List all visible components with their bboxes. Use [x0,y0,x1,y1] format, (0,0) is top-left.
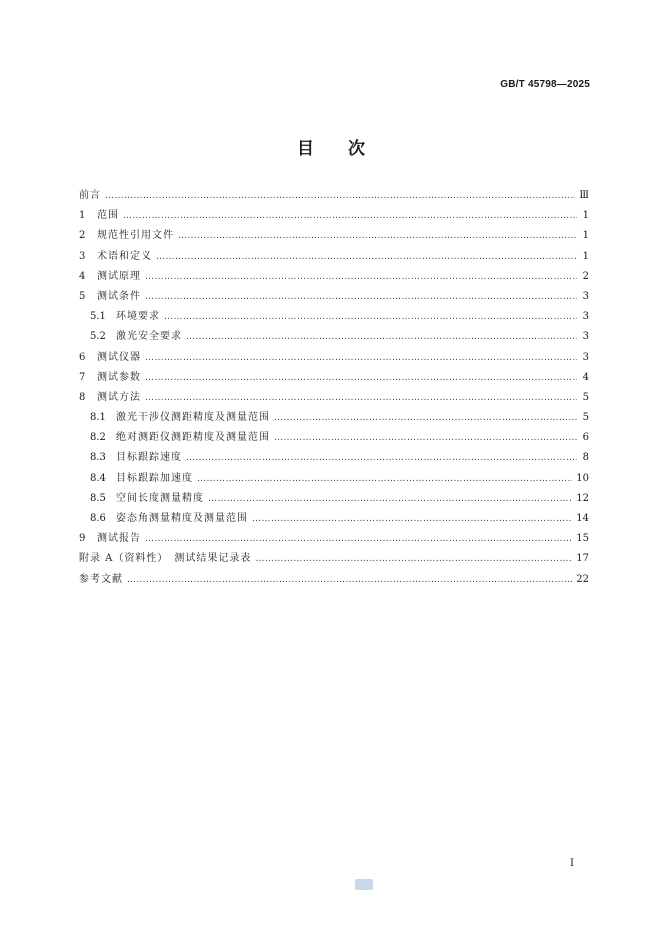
toc-entry-page: 14 [576,513,589,524]
toc-entry[interactable] [79,388,589,408]
toc-entry[interactable] [79,206,589,226]
toc-entry-page: 1 [582,230,589,242]
toc-entry-number: 7 [79,371,86,383]
toc-entry-number: 8.6 [90,513,106,524]
toc-entry-number: 8.3 [90,452,106,464]
toc-entry-page: 12 [576,492,589,504]
toc-entry-label: 参考文献 [79,573,123,585]
toc-entry-number: 8.2 [90,432,106,444]
toc-leader-dots [156,247,577,267]
toc-entry-label: 测试条件 [97,290,141,302]
toc-entry-page: 22 [576,573,589,585]
toc-leader-dots [145,529,572,549]
toc-entry[interactable] [79,469,589,489]
toc-entry-label: 前言 [79,190,101,201]
toc-entry[interactable] [79,408,589,428]
toc-entry[interactable] [79,509,589,529]
toc-entry-label: 术语和定义 [97,250,152,262]
toc-entry-label: 范围 [97,210,119,222]
toc-entry[interactable] [79,570,589,590]
toc-entry-page: Ⅲ [579,190,589,201]
toc-leader-dots [123,206,577,226]
toc-entry-number: 3 [79,250,86,262]
toc-leader-dots [145,368,577,388]
toc-leader-dots [208,489,572,509]
toc-entry-page: 10 [576,472,589,484]
toc-entry[interactable] [79,348,589,368]
toc-leader-dots [274,428,577,448]
toc-leader-dots [186,448,577,468]
toc-entry[interactable] [79,186,589,206]
toc-entry[interactable] [79,287,589,307]
toc-leader-dots [145,388,577,408]
toc-leader-dots [186,327,577,347]
toc-entry[interactable] [79,368,589,388]
toc-entry-page: 1 [582,210,589,222]
toc-entry-page: 4 [582,371,589,383]
toc-entry-number: 5.2 [90,331,106,343]
toc-leader-dots [255,549,572,569]
toc-entry-page: 5 [582,391,589,403]
toc-entry-label: 测试参数 [97,371,141,383]
toc-entry-label: 绝对测距仪测距精度及测量范围 [116,432,270,444]
toc-entry-page: 3 [582,351,589,363]
toc-entry-number: 1 [79,210,86,222]
toc-leader-dots [252,509,572,529]
toc-entry-page: 1 [582,250,589,262]
toc-entry-number: 8.5 [90,492,106,504]
toc-entry-number: 4 [79,270,86,282]
toc-entry-label: 激光干涉仪测距精度及测量范围 [116,412,270,424]
toc-entry-label: 测试仪器 [97,351,141,363]
toc-entry-number: 8.4 [90,472,106,484]
toc-leader-dots [105,186,575,206]
toc-leader-dots [164,307,577,327]
toc-entry[interactable] [79,267,589,287]
toc-entry[interactable] [79,327,589,347]
toc-entry-label: 测试报告 [97,533,141,545]
toc-entry-label: 空间长度测量精度 [116,492,204,504]
toc-entry-number: 9 [79,533,86,545]
toc-entry-label: 规范性引用文件 [97,230,174,242]
toc-entry[interactable] [79,247,589,267]
toc-leader-dots [197,469,572,489]
toc-entry-label: 姿态角测量精度及测量范围 [116,513,248,524]
toc-entry-page: 2 [582,270,589,282]
toc-entry-number: 8 [79,391,86,403]
table-of-contents [79,186,589,590]
toc-entry-page: 17 [576,553,589,565]
toc-entry-label: 激光安全要求 [116,331,182,343]
toc-leader-dots [178,226,577,246]
toc-entry-number: 5 [79,290,86,302]
toc-entry-page: 15 [576,533,589,545]
toc-leader-dots [145,267,577,287]
toc-entry[interactable] [79,428,589,448]
toc-entry[interactable] [79,489,589,509]
page-title: 目 次 [297,139,365,159]
toc-entry-page: 3 [582,311,589,323]
toc-entry[interactable] [79,549,589,569]
toc-entry-label: 目标跟踪速度 [116,452,182,464]
toc-entry[interactable] [79,307,589,327]
toc-entry[interactable] [79,448,589,468]
toc-entry-page: 3 [582,331,589,343]
toc-entry-label: 附录 A（资料性） 测试结果记录表 [79,553,252,565]
toc-entry-number: 5.1 [90,311,106,323]
watermark-logo [355,879,373,890]
toc-entry-page: 6 [582,432,589,444]
toc-leader-dots [127,570,572,590]
toc-entry[interactable] [79,529,589,549]
toc-entry[interactable] [79,226,589,246]
toc-entry-page: 3 [582,290,589,302]
toc-leader-dots [145,348,577,368]
toc-entry-number: 6 [79,351,86,363]
toc-entry-number: 2 [79,230,86,242]
toc-entry-label: 目标跟踪加速度 [116,472,193,484]
standard-code: GB/T 45798—2025 [500,79,590,90]
toc-entry-label: 测试方法 [97,391,141,403]
toc-entry-number: 8.1 [90,412,106,424]
page-number: I [570,858,574,869]
toc-entry-label: 测试原理 [97,270,141,282]
toc-entry-page: 5 [582,412,589,424]
toc-entry-page: 8 [582,452,589,464]
toc-leader-dots [145,287,577,307]
toc-leader-dots [274,408,577,428]
toc-entry-label: 环境要求 [116,311,160,323]
